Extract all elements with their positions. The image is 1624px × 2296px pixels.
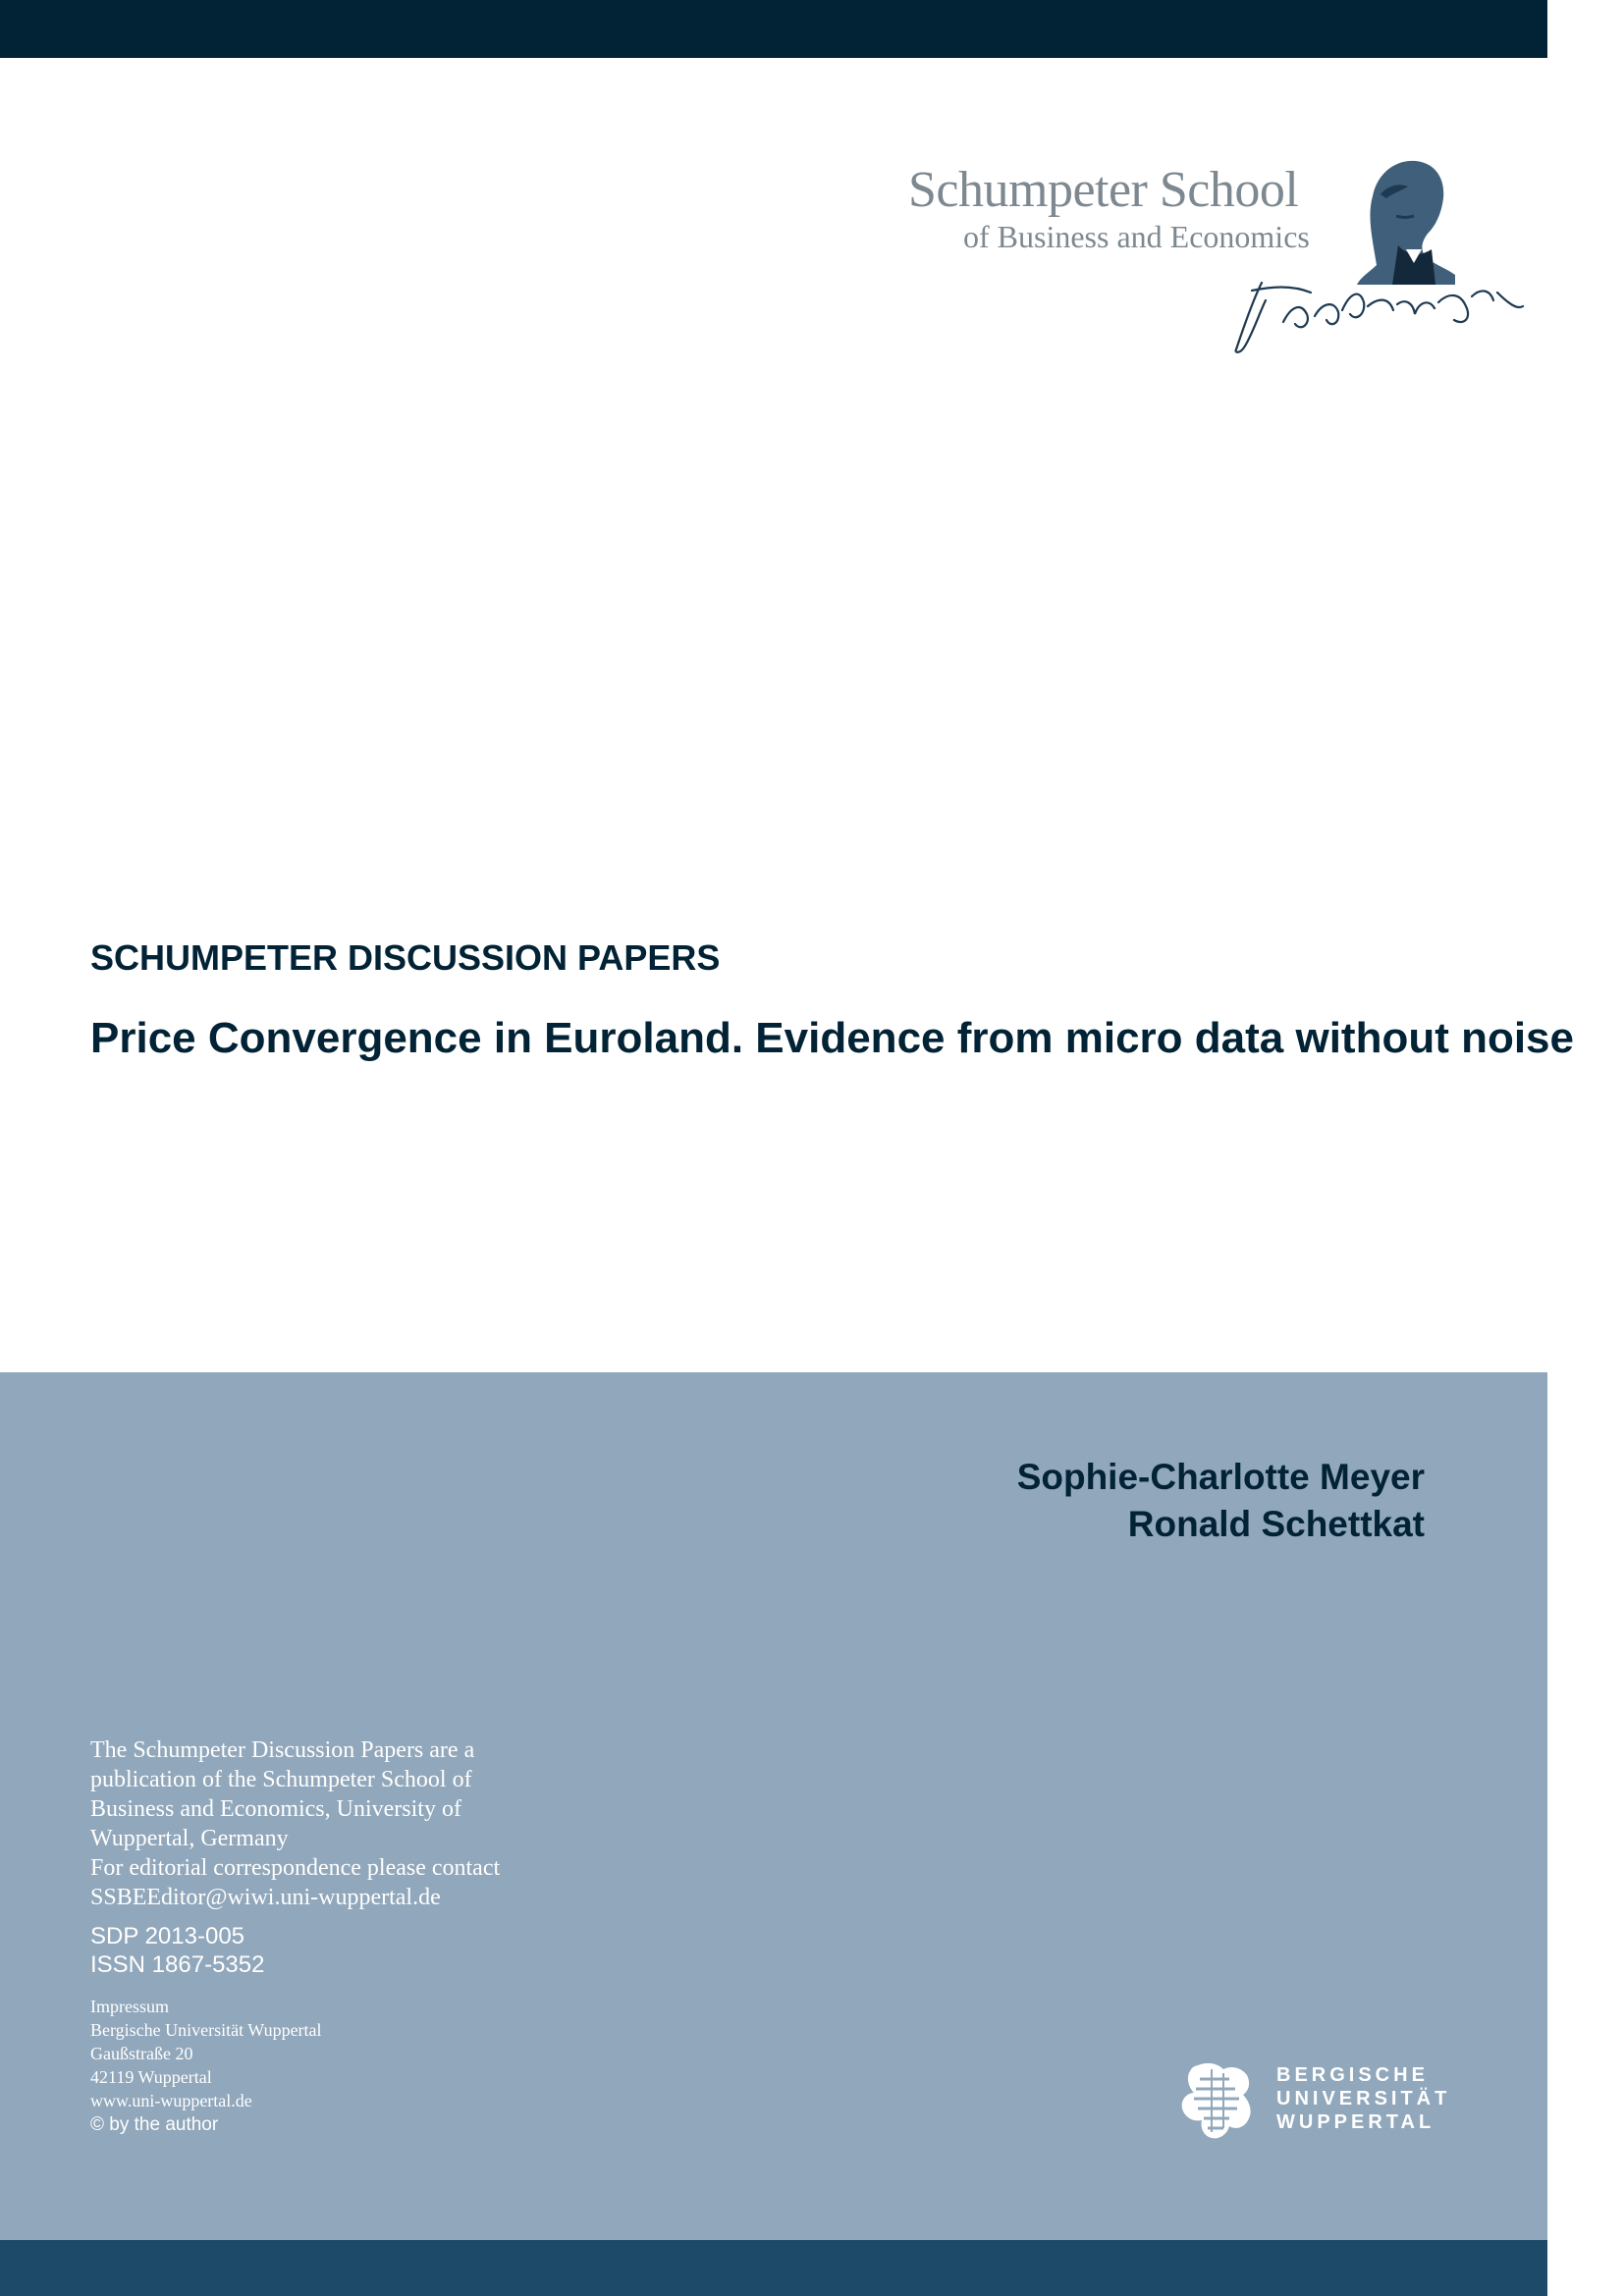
university-name <box>1276 2063 1450 2134</box>
top-bar <box>0 0 1547 58</box>
logo-subtitle: of Business and Economics <box>963 219 1310 254</box>
right-margin-strip <box>1547 0 1624 2296</box>
impressum-heading: Impressum <box>90 1997 169 2016</box>
editor-email: SSBEEditor@wiwi.uni-wuppertal.de <box>90 1885 441 1910</box>
publication-note-line: The Schumpeter Discussion Papers are a <box>90 1737 475 1763</box>
university-logo <box>1178 2059 1473 2148</box>
university-name-line: BERGISCHE <box>1276 2064 1429 2086</box>
publication-note-line: Wuppertal, Germany <box>90 1826 289 1851</box>
university-name-line: UNIVERSITÄT <box>1276 2088 1451 2109</box>
publication-note-line: Business and Economics, University of <box>90 1796 461 1822</box>
university-name-line: WUPPERTAL <box>1276 2111 1435 2133</box>
info-panel <box>0 1372 1547 2240</box>
schumpeter-school-logo <box>908 147 1537 358</box>
impressum <box>90 1995 322 2112</box>
paper-identifiers <box>90 1922 264 1979</box>
paper-title: Price Convergence in Euroland. Evidence from micro data without noise <box>90 1014 1574 1062</box>
lion-emblem-icon <box>1178 2059 1255 2140</box>
impressum-line: Gaußstraße 20 <box>90 2044 193 2063</box>
publication-note-line: publication of the Schumpeter School of <box>90 1767 472 1792</box>
impressum-url: www.uni-wuppertal.de <box>90 2091 252 2110</box>
author-name: Sophie-Charlotte Meyer <box>1016 1457 1425 1497</box>
series-label: SCHUMPETER DISCUSSION PAPERS <box>90 937 721 978</box>
signature-icon <box>1232 263 1527 356</box>
logo-title: Schumpeter School <box>908 162 1299 218</box>
bottom-bar <box>0 2240 1547 2296</box>
impressum-line: Bergische Universität Wuppertal <box>90 2020 322 2040</box>
publication-note <box>90 1735 542 1912</box>
copyright-notice: © by the author <box>90 2114 219 2135</box>
author-name: Ronald Schettkat <box>1127 1504 1425 1544</box>
authors <box>1017 1454 1425 1548</box>
impressum-line: 42119 Wuppertal <box>90 2067 212 2087</box>
issn-number: ISSN 1867-5352 <box>90 1951 265 1978</box>
sdp-number: SDP 2013-005 <box>90 1923 245 1949</box>
publication-note-line: For editorial correspondence please contact <box>90 1855 501 1881</box>
